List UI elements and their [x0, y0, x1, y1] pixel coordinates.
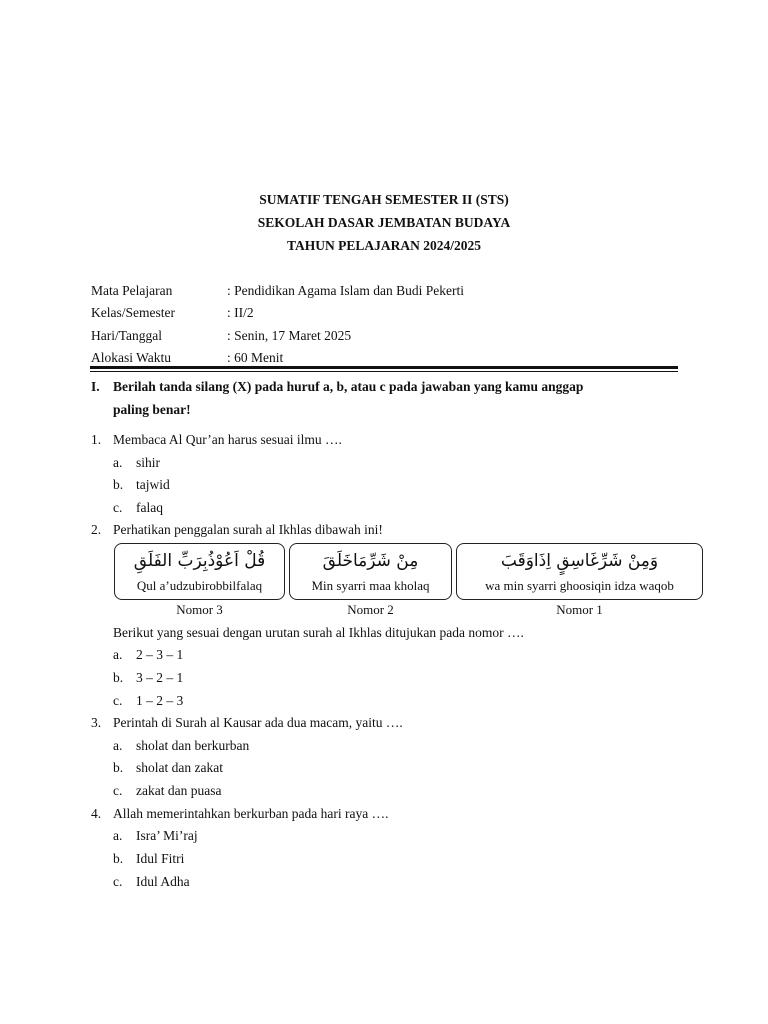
question-text: Membaca Al Qur’an harus sesuai ilmu …. — [113, 432, 342, 447]
box-number-label: Nomor 3 — [176, 602, 223, 617]
latin-transliteration: Min syarri maa kholaq — [311, 578, 430, 593]
option-text: 1 – 2 – 3 — [136, 693, 184, 708]
option-letter: a. — [113, 455, 123, 470]
option-text: sihir — [136, 455, 161, 470]
option-text: Idul Fitri — [136, 851, 185, 866]
option-letter: b. — [113, 670, 124, 685]
option-letter: c. — [113, 693, 123, 708]
option-text: tajwid — [136, 477, 170, 492]
option-text: zakat dan puasa — [136, 783, 222, 798]
ayah-box-nomor-2 — [289, 543, 452, 600]
option-text: Isra’ Mi’raj — [136, 828, 198, 843]
option-letter: a. — [113, 647, 123, 662]
arabic-verse: وَمِنْ شَرِّغَاسِقٍ اِذَاوَقَبَ — [500, 551, 659, 571]
info-value-class: : II/2 — [227, 305, 254, 320]
box-number-label: Nomor 2 — [347, 602, 394, 617]
exam-title: SUMATIF TENGAH SEMESTER II (STS) — [259, 192, 509, 207]
info-value-date: : Senin, 17 Maret 2025 — [227, 328, 352, 343]
info-value-subject: : Pendidikan Agama Islam dan Budi Pekerti — [227, 283, 464, 298]
option-text: sholat dan zakat — [136, 760, 223, 775]
question-subtext: Berikut yang sesuai dengan urutan surah al Ikhlas ditujukan pada nomor …. — [113, 625, 524, 640]
option-letter: a. — [113, 738, 123, 753]
option-letter: b. — [113, 477, 124, 492]
option-text: sholat dan berkurban — [136, 738, 250, 753]
latin-transliteration: Qul a’udzubirobbilfalaq — [136, 578, 263, 593]
question-text: Perintah di Surah al Kausar ada dua macam, yaitu …. — [113, 715, 403, 730]
info-label-date: Hari/Tanggal — [91, 328, 163, 343]
section-number: I. — [91, 379, 100, 394]
question-number: 2. — [91, 522, 102, 537]
option-text: Idul Adha — [136, 874, 190, 889]
arabic-verse: قُلْ اَعُوْذُبِرَبِّ الفَلَقِ — [133, 551, 266, 571]
section-instruction-line1: Berilah tanda silang (X) pada huruf a, b, atau c pada jawaban yang kamu anggap — [113, 379, 584, 394]
ayah-box-nomor-3 — [114, 543, 285, 600]
info-label-duration: Alokasi Waktu — [91, 350, 172, 365]
arabic-verse: مِنْ شَرِّمَاخَلَقَ — [322, 551, 419, 571]
academic-year: TAHUN PELAJARAN 2024/2025 — [286, 238, 481, 253]
ayah-box-nomor-1 — [456, 543, 703, 600]
info-value-duration: : 60 Menit — [227, 350, 284, 365]
option-letter: a. — [113, 828, 123, 843]
option-text: 3 – 2 – 1 — [136, 670, 184, 685]
question-text: Allah memerintahkan berkurban pada hari raya …. — [113, 806, 389, 821]
option-text: 2 – 3 – 1 — [136, 647, 184, 662]
question-number: 3. — [91, 715, 102, 730]
latin-transliteration: wa min syarri ghoosiqin idza waqob — [485, 578, 674, 593]
info-label-class: Kelas/Semester — [91, 305, 175, 320]
section-instruction-line2: paling benar! — [113, 402, 191, 417]
header-divider-thin — [90, 371, 678, 372]
header-divider-thick — [90, 366, 678, 369]
question-text: Perhatikan penggalan surah al Ikhlas dibawah ini! — [113, 522, 383, 537]
option-letter: b. — [113, 760, 124, 775]
info-label-subject: Mata Pelajaran — [91, 283, 173, 298]
question-number: 4. — [91, 806, 102, 821]
option-letter: c. — [113, 783, 123, 798]
question-number: 1. — [91, 432, 102, 447]
option-text: falaq — [136, 500, 163, 515]
option-letter: b. — [113, 851, 124, 866]
school-name: SEKOLAH DASAR JEMBATAN BUDAYA — [257, 215, 511, 230]
option-letter: c. — [113, 500, 123, 515]
option-letter: c. — [113, 874, 123, 889]
box-number-label: Nomor 1 — [556, 602, 603, 617]
